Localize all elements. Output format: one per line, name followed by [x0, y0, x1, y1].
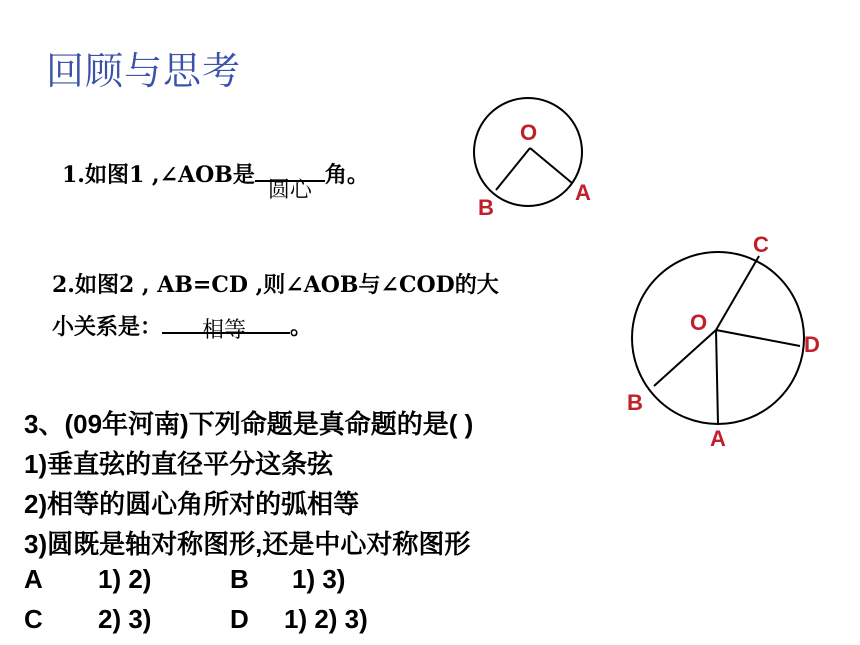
- figure-1: [474, 98, 591, 220]
- option-b-letter: B: [230, 564, 249, 594]
- q1-answer: 圆心: [267, 178, 312, 203]
- option-d-letter: D: [230, 604, 249, 634]
- figure-2-radius-oa: [716, 330, 718, 424]
- figure-2-label-c: C: [753, 232, 769, 257]
- figure-2-radius-ob: [654, 330, 716, 386]
- q2-answer: 相等: [202, 318, 247, 343]
- question-2-line-1: 2.如图2 , AB=CD ,则∠AOB与∠COD的大: [52, 272, 499, 298]
- q2-prefix: 小关系是：: [52, 314, 163, 340]
- figure-2-label-b: B: [627, 390, 643, 415]
- figure-2-label-o: O: [690, 310, 708, 335]
- option-b-text: 1) 3): [292, 564, 346, 594]
- q1-prefix: 1.如图1 ,∠AOB是: [62, 162, 255, 188]
- figure-2-radius-od: [716, 330, 800, 346]
- option-a-letter: A: [24, 564, 43, 594]
- option-c-text: 2) 3): [98, 604, 152, 634]
- figure-1-label-o: O: [520, 120, 538, 145]
- q1-suffix: 角。: [324, 162, 369, 188]
- figure-2-label-d: D: [804, 332, 820, 357]
- option-d-text: 1) 2) 3): [284, 604, 368, 634]
- figure-2: [627, 232, 820, 451]
- figure-2-radius-oc: [716, 256, 759, 330]
- option-a-text: 1) 2): [98, 564, 152, 594]
- question-3-stem: 3、(09年河南)下列命题是真命题的是( ): [24, 409, 474, 439]
- statement-2: 2)相等的圆心角所对的弧相等: [24, 489, 360, 519]
- figure-1-radius-oa: [530, 148, 572, 183]
- figure-2-label-a: A: [710, 426, 726, 451]
- statement-3: 3)圆既是轴对称图形,还是中心对称图形: [24, 529, 471, 559]
- figure-1-label-a: A: [575, 180, 591, 205]
- q2-suffix: 。: [290, 314, 313, 340]
- page-title: 回顾与思考: [46, 49, 242, 93]
- figure-1-label-b: B: [478, 195, 494, 220]
- statement-1: 1)垂直弦的直径平分这条弦: [24, 449, 334, 479]
- figure-1-radius-ob: [496, 148, 530, 190]
- option-c-letter: C: [24, 604, 43, 634]
